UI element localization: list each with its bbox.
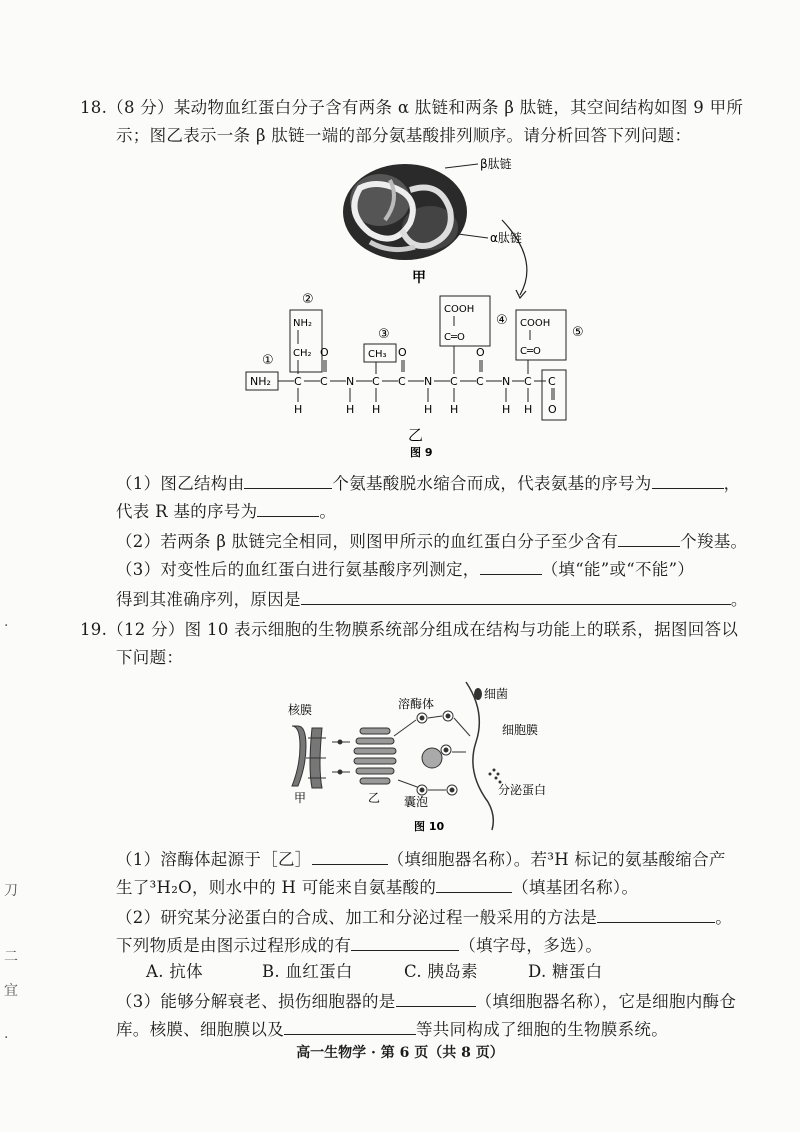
option-c: C. 胰岛素: [404, 962, 478, 981]
cooh-group: COOH: [520, 318, 551, 329]
q19-p3-text-b: （填细胞器名称），它是细胞内酶仓: [475, 992, 737, 1011]
q18-part1-line1: [116, 470, 740, 496]
fig9-caption: 图 9: [410, 446, 433, 459]
vesicle-label: 囊泡: [404, 795, 429, 809]
q18-part1-line2: [116, 498, 336, 524]
answer-blank[interactable]: [284, 1016, 416, 1035]
membrane-label: 细胞膜: [502, 723, 539, 737]
q19-p1-text-d: （填基团名称）。: [512, 878, 639, 897]
q19-p1-text-b: （填细胞器名称）。若³H 标记的氨基酸缩合产: [387, 850, 726, 869]
h-atom: H: [346, 403, 355, 416]
vesicles: [394, 711, 470, 795]
c-atom: C: [548, 375, 556, 388]
q18-p1-text-e: 。: [319, 502, 337, 521]
fig9-yi-label: 乙: [408, 426, 424, 444]
h-atom: H: [372, 403, 381, 416]
o-atom: O: [548, 403, 557, 416]
h-atom: H: [424, 403, 433, 416]
ch3-group: CH₃: [368, 349, 387, 360]
q19-part3-line1: [116, 988, 736, 1014]
c-double-o: C═O: [520, 346, 541, 357]
nuclear-envelope: [292, 726, 326, 788]
q18-p2-text-a: （2）若两条 β 肽链完全相同，则图甲所示的血红蛋白分子至少含有: [116, 532, 619, 551]
q19-part1-line2: [116, 874, 638, 900]
c-atom: C: [450, 375, 458, 388]
c-atom: C: [372, 375, 380, 388]
q19-p3-text-c: 库。核膜、细胞膜以及: [116, 1020, 284, 1039]
q19-p1-text-a: （1）溶酶体起源于［乙］: [116, 850, 312, 869]
margin-char: ·: [4, 618, 9, 634]
circled-3: ③: [378, 327, 390, 342]
cell-membrane: [466, 682, 493, 830]
figure-9: [240, 150, 600, 460]
q19-part2-line1: [116, 904, 732, 930]
figure-10: [270, 676, 580, 836]
c-atom: C: [398, 375, 406, 388]
margin-char: 刀: [4, 883, 18, 899]
fig10-yi-label: 乙: [368, 791, 381, 805]
q18-p1-text-a: （1）图乙结构由: [116, 474, 245, 493]
answer-blank[interactable]: [652, 470, 724, 489]
cooh-group: COOH: [444, 304, 475, 315]
n-atom: N: [346, 375, 355, 388]
q19-p3-text-a: （3）能够分解衰老、损伤细胞器的是: [116, 992, 396, 1011]
o-atom: O: [398, 346, 407, 359]
circled-2: ②: [302, 292, 314, 307]
answer-blank[interactable]: [480, 556, 542, 575]
fig10-caption: 图 10: [414, 820, 445, 833]
q19-p1-text-c: 生了³H₂O，则水中的 H 可能来自氨基酸的: [116, 878, 437, 897]
circled-5: ⑤: [572, 325, 584, 340]
circled-1: ①: [262, 353, 274, 368]
bacteria-label: 细菌: [484, 687, 509, 701]
h-atom: H: [294, 403, 303, 416]
answer-blank[interactable]: [301, 586, 731, 605]
h-atom: H: [450, 403, 459, 416]
n-atom: N: [502, 375, 511, 388]
option-d: D. 糖蛋白: [528, 962, 603, 981]
fig10-jia-label: 甲: [294, 791, 307, 805]
q18-part3-line1: [116, 556, 694, 582]
answer-blank[interactable]: [351, 932, 459, 951]
q19-stem-line1: 19.（12 分）图 10 表示细胞的生物膜系统部分组成在结构与功能上的联系，据图回答以: [80, 620, 739, 639]
hemoglobin-blob: [343, 164, 467, 260]
q18-part3-line2: [116, 586, 748, 612]
answer-blank[interactable]: [257, 498, 319, 517]
q19-options: [146, 960, 602, 984]
answer-blank[interactable]: [312, 846, 388, 865]
q19-part2-line2: [116, 932, 602, 958]
q18-p1-text-d: 代表 R 基的序号为: [116, 502, 258, 521]
q18-stem-line1: 18.（8 分）某动物血红蛋白分子含有两条 α 肽链和两条 β 肽链，其空间结构如图 9 甲所: [80, 98, 744, 117]
nh2-group: NH₂: [250, 375, 271, 388]
c-atom: C: [524, 375, 532, 388]
q18-stem-line2: 示；图乙表示一条 β 肽链一端的部分氨基酸排列顺序。请分析回答下列问题：: [116, 126, 692, 145]
q18-p2-text-b: 个羧基。: [680, 532, 748, 551]
margin-char: 二: [4, 949, 18, 965]
lysosome-label: 溶酶体: [398, 697, 435, 711]
q19-p2-text-d: （填字母，多选）。: [459, 936, 603, 955]
answer-blank[interactable]: [436, 874, 512, 893]
beta-chain-label: β肽链: [480, 157, 512, 171]
arrows-jia-yi: [332, 740, 350, 774]
q19-stem-line2: 下问题：: [116, 648, 184, 667]
answer-blank[interactable]: [396, 988, 476, 1007]
q18-p3-text-c: 得到其准确序列，原因是: [116, 590, 301, 609]
o-atom: O: [476, 346, 485, 359]
q19-p2-text-c: 下列物质是由图示过程形成的有: [116, 936, 352, 955]
c-atom: C: [476, 375, 484, 388]
side-nh2: NH₂: [293, 318, 313, 329]
golgi-apparatus: [354, 728, 396, 784]
q18-p3-text-a: （3）对变性后的血红蛋白进行氨基酸序列测定，: [116, 560, 480, 579]
margin-char: ·: [4, 1030, 9, 1046]
answer-blank[interactable]: [618, 528, 680, 547]
peptide-chain-structure: [246, 292, 584, 420]
h-atom: H: [524, 403, 533, 416]
nucleus-label: 核膜: [288, 703, 313, 717]
c-double-o: C═O: [444, 332, 465, 343]
q19-p2-text-a: （2）研究某分泌蛋白的合成、加工和分泌过程一般采用的方法是: [116, 908, 598, 927]
ch2-group: CH₂: [293, 348, 312, 359]
answer-blank[interactable]: [597, 904, 715, 923]
secretion-dots: [489, 769, 502, 784]
fig9-jia-label: 甲: [412, 270, 426, 286]
option-a: A. 抗体: [146, 962, 203, 981]
h-atom: H: [502, 403, 511, 416]
circled-4: ④: [496, 313, 508, 328]
option-b: B. 血红蛋白: [262, 962, 353, 981]
q19-part3-line2: [116, 1016, 668, 1042]
o-atom: O: [320, 346, 329, 359]
secretory-protein-label: 分泌蛋白: [498, 783, 547, 797]
margin-char: 宜: [4, 983, 18, 999]
q18-part2: [116, 528, 747, 554]
q18-p3-text-d: 。: [730, 590, 748, 609]
q19-p3-text-d: 等共同构成了细胞的生物膜系统。: [416, 1020, 668, 1039]
c-atom: C: [294, 375, 302, 388]
answer-blank[interactable]: [244, 470, 332, 489]
page-footer: 高一生物学 · 第 6 页（共 8 页）: [296, 1045, 504, 1061]
q18-p1-text-b: 个氨基酸脱水缩合而成，代表氨基的序号为: [332, 474, 652, 493]
q18-p1-text-c: ，: [723, 474, 741, 493]
q19-part1-line1: [116, 846, 726, 872]
alpha-chain-label: α肽链: [490, 231, 522, 245]
bacteria-icon: [474, 688, 482, 700]
q18-p3-text-b: （填“能”或“不能”）: [541, 560, 695, 579]
n-atom: N: [424, 375, 433, 388]
q19-p2-text-b: 。: [715, 908, 733, 927]
c-atom: C: [320, 375, 328, 388]
